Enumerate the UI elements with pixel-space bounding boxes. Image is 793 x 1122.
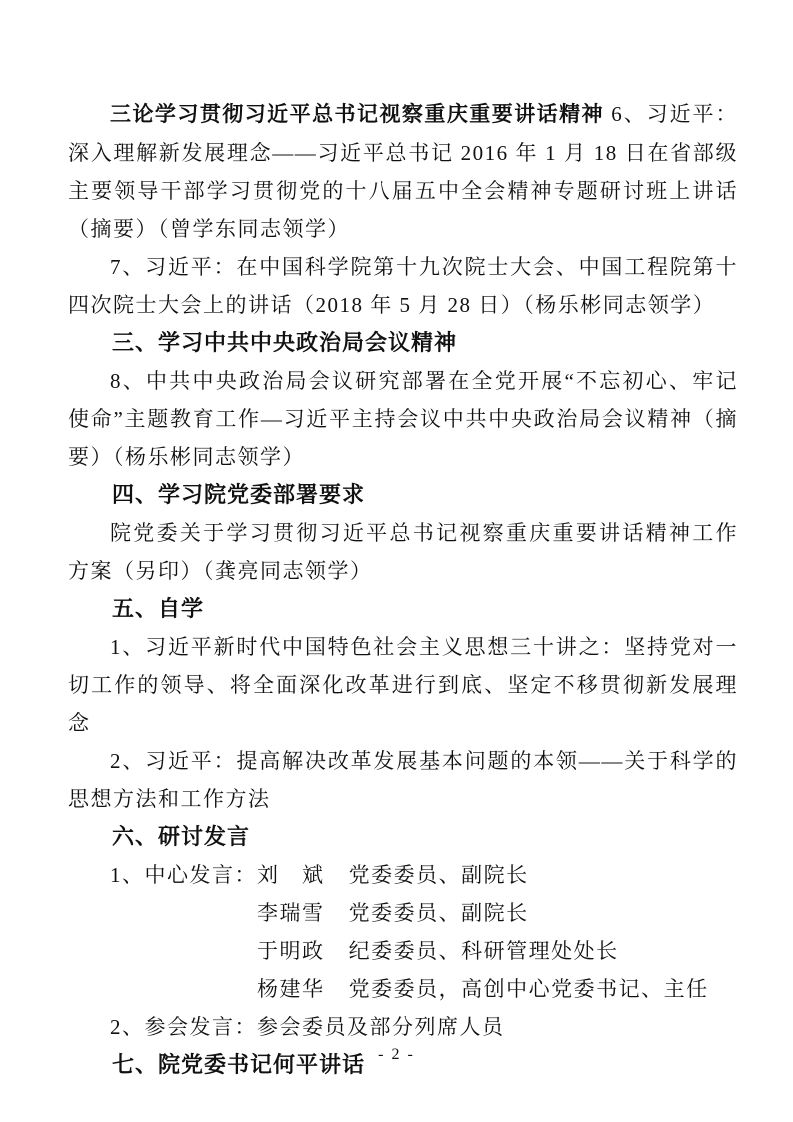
speaker-row bbox=[257, 932, 738, 970]
speaker-row bbox=[257, 970, 738, 1008]
heading-section-3: 三、学习中共中央政治局会议精神 bbox=[112, 330, 458, 355]
paragraph-work-plan: 院党委关于学习贯彻习近平总书记视察重庆重要讲话精神工作方案（另印）（龚亮同志领学） bbox=[68, 521, 738, 583]
paragraph-attendee-speech: 2、参会发言：参会委员及部分列席人员 bbox=[110, 1015, 505, 1039]
paragraph-item-8: 8、中共中央政治局会议研究部署在全党开展“不忘初心、牢记使命”主题教育工作—习近平主持会议中共中央政治局会议精神（摘要）（杨乐彬同志领学） bbox=[68, 369, 738, 469]
speaker-name: 杨建华 bbox=[257, 977, 325, 1001]
paragraph-item-7: 7、习近平：在中国科学院第十九次院士大会、中国工程院第十四次院士大会上的讲话（2018 年 5 月 28 日）（杨乐彬同志领学） bbox=[68, 255, 738, 317]
speaker-name: 李瑞雪 bbox=[257, 901, 325, 925]
page-number: - 2 - bbox=[378, 1046, 415, 1063]
center-speech-block bbox=[68, 856, 738, 1008]
paragraph-item-6-text: 6、习近平：深入理解新发展理念——习近平总书记 2016 年 1 月 18 日在省部级主要领导干部学习贯彻党的十八届五中全会精神专题研讨班上讲话（摘要）（曾学东同志领学） bbox=[68, 102, 739, 241]
speaker-list bbox=[257, 856, 738, 1008]
speaker-title: 纪委委员、科研管理处处长 bbox=[348, 939, 619, 963]
speaker-row bbox=[257, 894, 738, 932]
heading-section-4: 四、学习院党委部署要求 bbox=[112, 482, 366, 507]
speaker-name: 于明政 bbox=[257, 939, 325, 963]
speaker-title: 党委委员，高创中心党委书记、主任 bbox=[348, 977, 709, 1001]
bold-lead-title: 三论学习贯彻习近平总书记视察重庆重要讲话精神 bbox=[110, 103, 605, 126]
speaker-title: 党委委员、副院长 bbox=[348, 901, 529, 925]
paragraph-selfstudy-2: 2、习近平：提高解决改革发展基本问题的本领——关于科学的思想方法和工作方法 bbox=[68, 749, 738, 811]
paragraph-selfstudy-1: 1、习近平新时代中国特色社会主义思想三十讲之：坚持党对一切工作的领导、将全面深化改革进行到底、坚定不移贯彻新发展理念 bbox=[68, 635, 738, 735]
speaker-title: 党委委员、副院长 bbox=[348, 863, 529, 887]
heading-section-6: 六、研讨发言 bbox=[112, 824, 251, 849]
speaker-row bbox=[257, 856, 738, 894]
speaker-name: 刘 斌 bbox=[257, 863, 325, 887]
document-content bbox=[68, 95, 738, 1084]
center-speech-label: 1、中心发言： bbox=[110, 863, 257, 887]
heading-section-7: 七、院党委书记何平讲话 bbox=[112, 1052, 366, 1077]
heading-section-5: 五、自学 bbox=[112, 596, 205, 621]
paragraph-item-6 bbox=[68, 95, 738, 248]
